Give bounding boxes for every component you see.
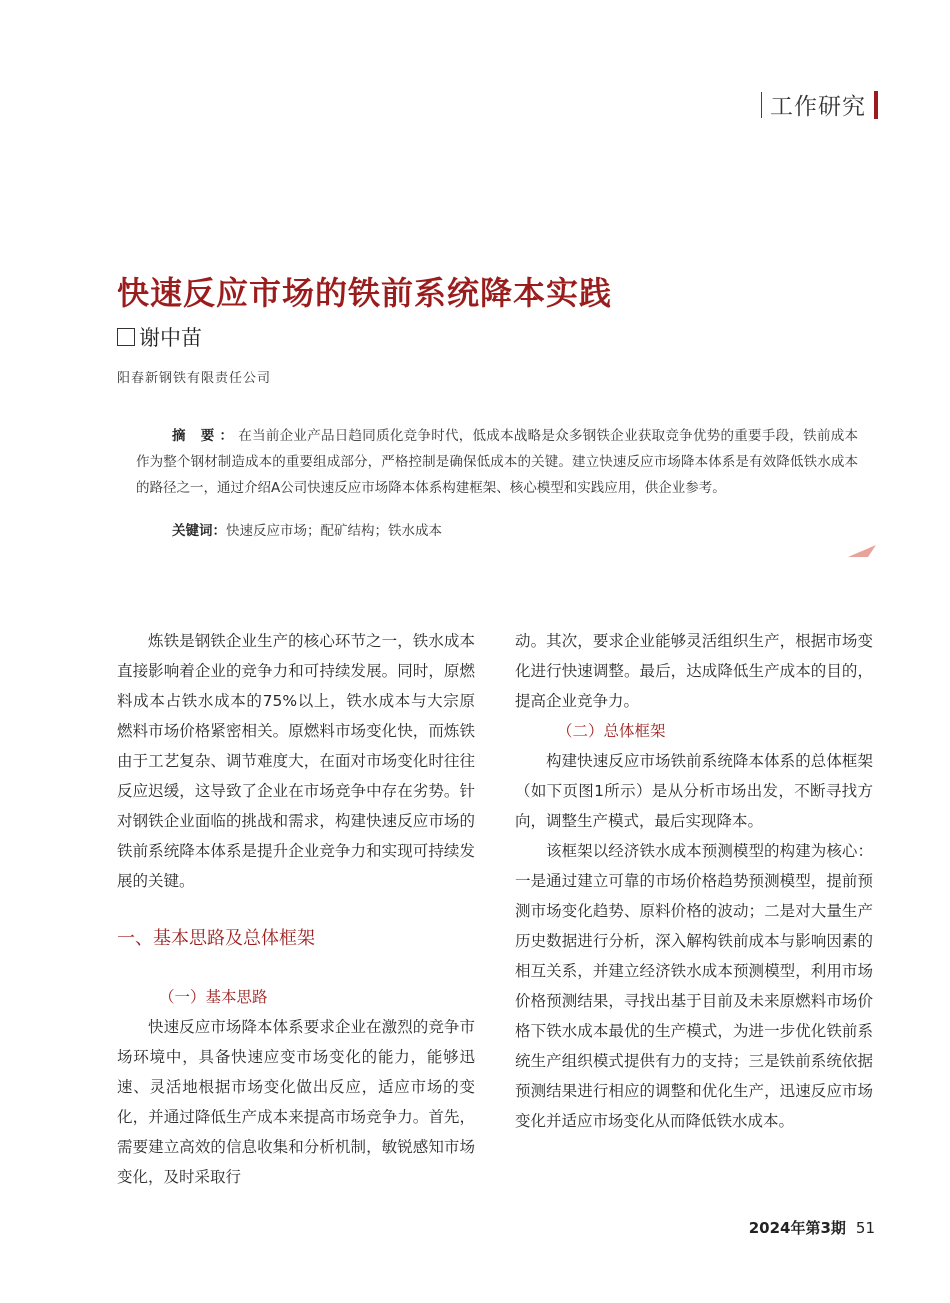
keywords-label: 关键词：: [172, 523, 226, 539]
abstract-label: 摘 要：: [172, 428, 239, 444]
affiliation: 阳春新钢铁有限责任公司: [117, 371, 272, 386]
framework-paragraph-2: 该框架以经济铁水成本预测模型的构建为核心：一是通过建立可靠的市场价格趋势预测模型，提前预测市场变化趋势、原料价格的波动；二是对大量生产历史数据进行分析，深入解构铁前成本与影响因素的相互关系，并建立经济铁水成本预测模型，利用市场价格预测结果，寻找出基于目前及未来原燃料市场价格下铁水成本最优的生产模式，为进一步优化铁前系统生产组织模式提供有力的支持；三是铁前系统依据预测结果进行相应的调整和优化生产，迅速反应市场变化并适应市场变化从而降低铁水成本。: [515, 842, 873, 1130]
section-bar-right: [874, 91, 878, 119]
body-column-left: [117, 626, 475, 1192]
basic-paragraph-right: 动。其次，要求企业能够灵活组织生产，根据市场变化进行快速调整。最后，达成降低生产成本的目的，提高企业竞争力。: [515, 632, 873, 710]
issue-label: 2024年第3期: [748, 1219, 846, 1237]
page-footer: [749, 1217, 875, 1238]
author-name: 谢中苗: [139, 326, 202, 350]
keywords: [172, 519, 442, 539]
keywords-text: 快速反应市场；配矿结构；铁水成本: [226, 523, 442, 539]
section-header: [761, 88, 878, 121]
framework-paragraph-1: 构建快速反应市场铁前系统降本体系的总体框架（如下页图1所示）是从分析市场出发，不断寻找方向，调整生产模式，最后实现降本。: [515, 752, 873, 830]
body-column-right: [515, 626, 873, 1136]
author-box-icon: [117, 328, 135, 346]
author-line: [117, 322, 202, 352]
abstract-text: 在当前企业产品日趋同质化竞争时代，低成本战略是众多钢铁企业获取竞争优势的重要手段，铁前成本作为整个钢材制造成本的重要组成部分，严格控制是确保低成本的关键。建立快速反应市场降本体系是有效降低铁水成本的路径之一，通过介绍A公司快速反应市场降本体系构建框架、核心模型和实践应用，供企业参考。: [136, 428, 858, 496]
article-title: 快速反应市场的铁前系统降本实践: [117, 274, 613, 312]
section-label: 工作研究: [770, 94, 866, 120]
basic-paragraph-left: 快速反应市场降本体系要求企业在激烈的竞争市场环境中，具备快速应变市场变化的能力，能够迅速、灵活地根据市场变化做出反应，适应市场的变化，并通过降低生产成本来提高市场竞争力。首先，需要建立高效的信息收集和分析机制，敏锐感知市场变化，及时采取行: [117, 1018, 475, 1186]
section-heading-1: 一、基本思路及总体框架: [117, 928, 315, 949]
page-number: 51: [855, 1219, 875, 1237]
corner-decoration-icon: [848, 545, 876, 557]
subheading-basic: （一）基本思路: [159, 988, 268, 1006]
section-bar-left: [761, 92, 762, 118]
intro-paragraph: 炼铁是钢铁企业生产的核心环节之一，铁水成本直接影响着企业的竞争力和可持续发展。同时，原燃料成本占铁水成本的75%以上，铁水成本与大宗原燃料市场价格紧密相关。原燃料市场变化快，而炼铁由于工艺复杂、调节难度大，在面对市场变化时往往反应迟缓，这导致了企业在市场竞争中存在劣势。针对钢铁企业面临的挑战和需求，构建快速反应市场的铁前系统降本体系是提升企业竞争力和实现可持续发展的关键。: [117, 632, 475, 890]
abstract: [136, 423, 858, 501]
subheading-framework: （二）总体框架: [557, 722, 666, 740]
